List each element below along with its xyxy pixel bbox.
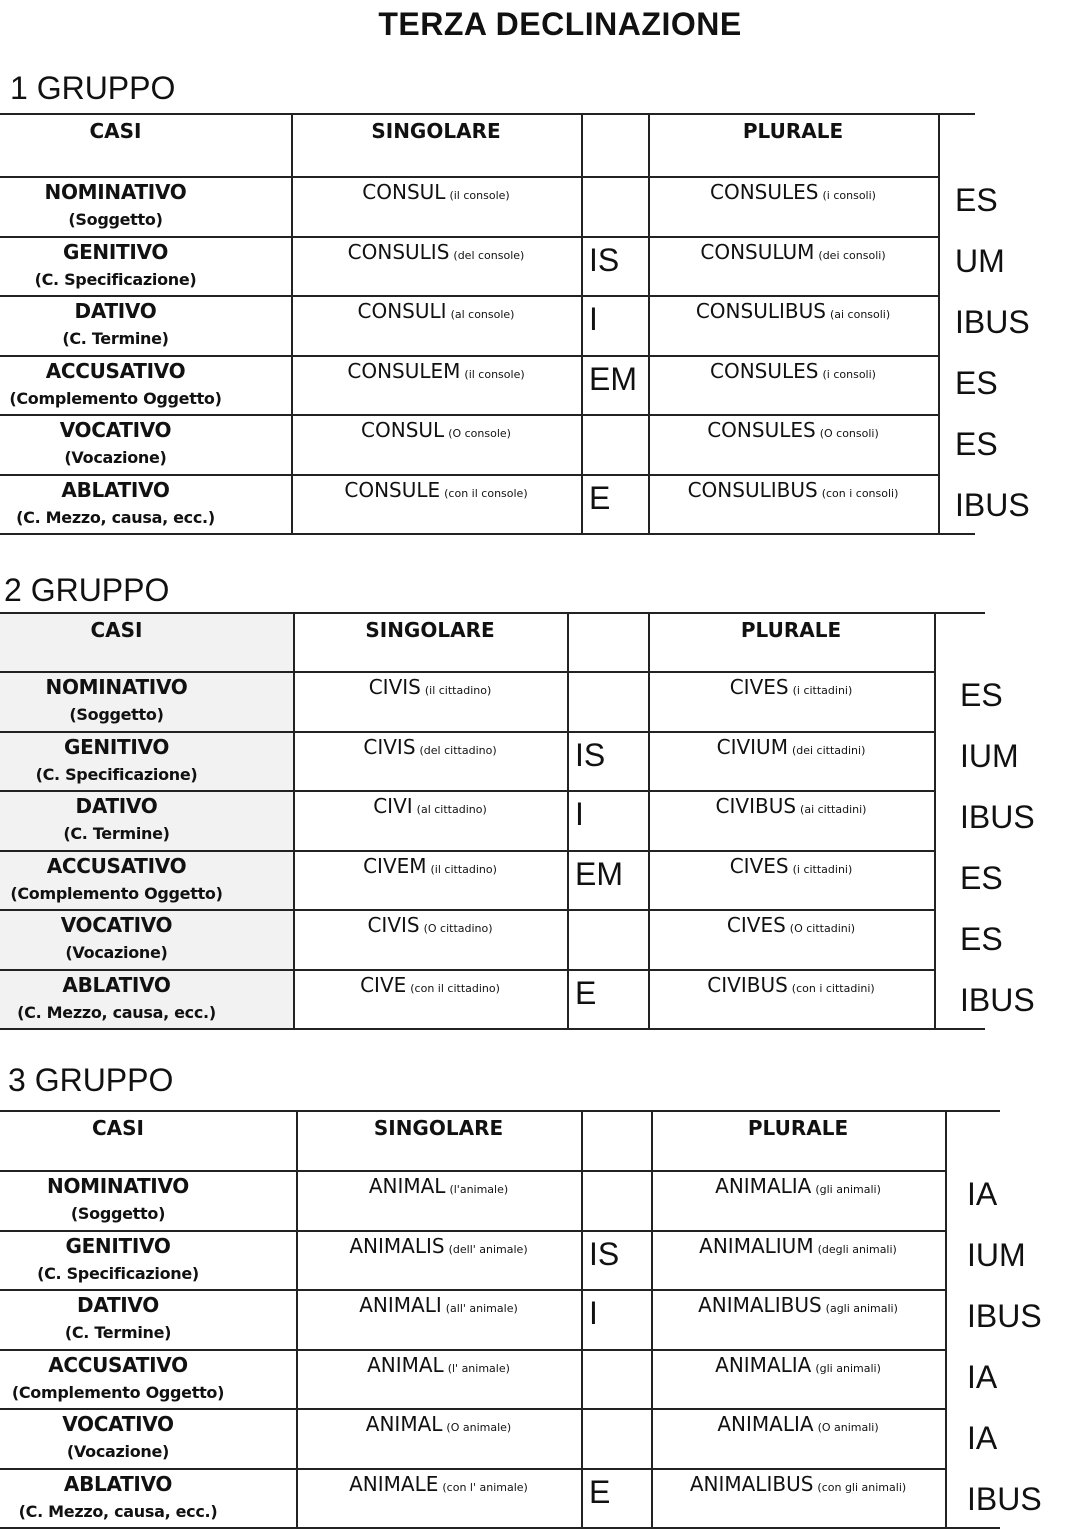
singular-word: CONSULEM (347, 358, 461, 383)
row-border (0, 295, 938, 297)
header-singular: SINGOLARE (373, 1116, 504, 1140)
plural-word: CIVIBUS (707, 972, 788, 997)
plural-form (648, 418, 938, 442)
singular-translation: (O console) (448, 427, 511, 440)
case-description: (C. Termine) (64, 1323, 172, 1342)
singular-word: CIVE (360, 972, 407, 997)
header-singular: SINGOLARE (365, 618, 495, 642)
singular-form (291, 240, 581, 264)
row-border (0, 533, 975, 535)
case-description: (C. Specificazione) (35, 764, 198, 784)
plural-translation: (O cittadini) (789, 922, 856, 935)
plural-ending: IBUS (955, 304, 1030, 340)
case-description: (Complemento Oggetto) (9, 388, 222, 408)
plural-ending: IBUS (967, 1298, 1042, 1334)
plural-translation: (gli animali) (815, 1361, 881, 1375)
plural-translation: (i consoli) (822, 367, 876, 381)
singular-form (293, 675, 567, 699)
plural-ending: ES (960, 860, 1003, 896)
singular-word: ANIMAL (367, 1352, 444, 1377)
singular-translation: (all' animale) (445, 1302, 518, 1315)
singular-form (293, 794, 567, 818)
case-description: (Vocazione) (65, 943, 168, 962)
singular-ending: I (589, 1295, 598, 1331)
plural-translation: (con i cittadini) (791, 981, 875, 995)
case-name: DATIVO (74, 299, 157, 323)
case-name: ACCUSATIVO (45, 358, 186, 383)
singular-word: CIVEM (363, 853, 427, 878)
case-name: ABLATIVO (61, 477, 170, 502)
case-cell (0, 418, 231, 467)
singular-translation: (con l' animale) (442, 1480, 528, 1494)
header-bottom-border (0, 176, 938, 178)
plural-word: CONSULES (707, 418, 816, 442)
group-title: 2 GRUPPO (4, 572, 170, 608)
plural-word: CONSULES (710, 180, 819, 204)
row-border (0, 414, 938, 416)
plural-translation: (con gli animali) (817, 1480, 907, 1494)
singular-word: ANIMALI (359, 1293, 442, 1317)
singular-translation: (O animale) (446, 1421, 512, 1434)
case-description: (C. Specificazione) (34, 269, 197, 289)
plural-ending: IA (967, 1176, 998, 1212)
row-border (0, 1349, 945, 1351)
singular-word: CONSUL (362, 180, 446, 204)
plural-word: CONSULIBUS (695, 299, 826, 323)
plural-ending: IBUS (960, 799, 1035, 835)
header-bottom-border (0, 671, 934, 673)
case-cell (0, 1293, 236, 1342)
plural-word: ANIMALIBUS (689, 1471, 814, 1496)
plural-form (651, 1412, 945, 1436)
case-name: NOMINATIVO (45, 675, 188, 699)
plural-translation: (ai cittadini) (800, 803, 867, 816)
singular-form (296, 1234, 581, 1258)
plural-ending: IBUS (967, 1481, 1042, 1517)
row-border (0, 236, 938, 238)
header-plural: PLURALE (747, 1116, 849, 1140)
singular-word: CIVI (373, 794, 413, 818)
plural-form (648, 359, 938, 383)
case-cell (0, 854, 233, 903)
case-cell (0, 478, 231, 527)
singular-form (291, 299, 581, 323)
case-name: ACCUSATIVO (48, 1352, 188, 1377)
plural-word: CIVIBUS (715, 794, 797, 818)
plural-ending: IBUS (955, 487, 1030, 523)
case-name: ABLATIVO (63, 1471, 173, 1496)
plural-translation: (i cittadini) (792, 684, 853, 697)
plural-form (651, 1353, 945, 1377)
column-divider (648, 113, 650, 533)
plural-translation: (i consoli) (822, 189, 876, 202)
plural-form (648, 478, 938, 502)
case-cell (0, 913, 233, 962)
singular-form (293, 854, 567, 878)
case-description: (C. Mezzo, causa, ecc.) (17, 1002, 216, 1022)
plural-ending: ES (960, 677, 1003, 713)
plural-ending: IA (967, 1359, 998, 1395)
singular-translation: (O cittadino) (423, 922, 493, 935)
singular-ending: E (589, 479, 611, 516)
case-description: (Vocazione) (64, 448, 167, 467)
case-name: GENITIVO (65, 1233, 171, 1258)
singular-translation: (il cittadino) (424, 684, 492, 697)
plural-ending: IA (967, 1420, 998, 1456)
singular-translation: (al cittadino) (416, 803, 487, 816)
column-divider (651, 1110, 653, 1527)
plural-ending: IUM (960, 738, 1019, 774)
plural-ending: ES (955, 182, 998, 218)
group-title: 3 GRUPPO (8, 1062, 174, 1098)
case-name: DATIVO (75, 794, 158, 818)
column-divider (934, 612, 936, 1028)
table-top-border (0, 113, 975, 115)
header-plural: PLURALE (742, 119, 844, 143)
singular-form (291, 180, 581, 204)
plural-ending: ES (955, 426, 998, 462)
case-name: DATIVO (77, 1293, 159, 1317)
singular-word: CONSULIS (347, 239, 450, 264)
singular-ending: IS (589, 1235, 620, 1272)
plural-word: CONSULIBUS (687, 477, 818, 502)
singular-ending: IS (589, 241, 620, 278)
singular-translation: (del cittadino) (419, 743, 497, 757)
singular-form (296, 1472, 581, 1496)
plural-ending: ES (955, 365, 998, 401)
plural-form (648, 180, 938, 204)
case-cell (0, 1412, 236, 1461)
row-border (0, 790, 934, 792)
singular-word: ANIMALIS (349, 1233, 445, 1258)
plural-form (648, 675, 934, 699)
case-name: ACCUSATIVO (46, 853, 187, 878)
row-border (0, 909, 934, 911)
plural-form (648, 973, 934, 997)
case-cell (0, 1234, 236, 1283)
singular-word: CIVIS (367, 913, 420, 937)
singular-word: CIVIS (368, 675, 421, 699)
column-divider (581, 1110, 583, 1527)
plural-form (651, 1174, 945, 1198)
singular-translation: (del console) (453, 248, 525, 262)
singular-form (291, 418, 581, 442)
header-cases: CASI (89, 119, 142, 143)
case-name: VOCATIVO (62, 1412, 174, 1436)
row-border (0, 850, 934, 852)
plural-translation: (degli animali) (817, 1242, 897, 1256)
plural-translation: (con i consoli) (821, 486, 899, 500)
table-top-border (0, 1110, 1000, 1112)
case-name: GENITIVO (62, 239, 169, 264)
plural-ending: ES (960, 921, 1003, 957)
row-border (0, 1408, 945, 1410)
singular-ending: EM (575, 855, 623, 892)
singular-word: CONSULI (357, 299, 447, 323)
singular-form (296, 1174, 581, 1198)
case-description: (C. Mezzo, causa, ecc.) (18, 1501, 218, 1521)
plural-form (651, 1234, 945, 1258)
row-border (0, 355, 938, 357)
plural-word: ANIMALIBUS (698, 1293, 822, 1317)
singular-form (291, 478, 581, 502)
case-description: (C. Termine) (63, 824, 170, 843)
header-plural: PLURALE (740, 618, 842, 642)
case-cell (0, 794, 233, 843)
row-border (0, 1028, 985, 1030)
case-name: ABLATIVO (62, 972, 171, 997)
case-description: (Soggetto) (69, 705, 164, 724)
plural-form (648, 299, 938, 323)
singular-form (293, 735, 567, 759)
singular-translation: (il console) (449, 189, 510, 202)
singular-word: CIVIS (363, 734, 416, 759)
row-border (0, 474, 938, 476)
case-name: NOMINATIVO (47, 1174, 189, 1198)
case-description: (Complemento Oggetto) (11, 1382, 225, 1402)
plural-word: ANIMALIA (715, 1352, 812, 1377)
column-divider (567, 612, 569, 1028)
row-border (0, 969, 934, 971)
table-top-border (0, 612, 985, 614)
case-cell (0, 675, 233, 724)
case-description: (Vocazione) (66, 1442, 170, 1461)
plural-word: ANIMALIUM (699, 1233, 814, 1258)
plural-word: CIVIUM (716, 734, 788, 759)
singular-ending: IS (575, 736, 606, 773)
column-divider (291, 113, 293, 533)
row-border (0, 1289, 945, 1291)
case-name: VOCATIVO (59, 418, 172, 442)
plural-translation: (gli animali) (815, 1183, 881, 1196)
header-cases: CASI (91, 1116, 144, 1140)
header-bottom-border (0, 1170, 945, 1172)
case-description: (Complemento Oggetto) (10, 883, 223, 903)
case-cell (0, 1174, 236, 1223)
singular-word: ANIMAL (368, 1174, 446, 1198)
plural-translation: (dei consoli) (818, 248, 886, 262)
plural-form (648, 735, 934, 759)
singular-translation: (il console) (464, 367, 525, 381)
singular-translation: (con il console) (444, 486, 528, 500)
case-cell (0, 359, 231, 408)
case-name: VOCATIVO (60, 913, 173, 937)
column-divider (945, 1110, 947, 1527)
plural-word: ANIMALIA (715, 1174, 812, 1198)
header-cases: CASI (90, 618, 143, 642)
case-cell (0, 299, 231, 348)
case-description: (C. Termine) (62, 329, 169, 348)
case-cell (0, 735, 233, 784)
plural-word: CIVES (729, 853, 789, 878)
case-name: GENITIVO (63, 734, 170, 759)
singular-translation: (con il cittadino) (410, 981, 500, 995)
singular-form (293, 973, 567, 997)
plural-ending: IUM (967, 1237, 1026, 1273)
plural-ending: UM (955, 243, 1005, 279)
singular-translation: (al console) (450, 308, 515, 321)
singular-ending: E (589, 1473, 611, 1510)
singular-ending: I (575, 796, 584, 832)
singular-word: CONSULE (344, 477, 441, 502)
plural-word: CIVES (726, 913, 786, 937)
plural-word: CONSULES (710, 358, 819, 383)
singular-ending: I (589, 301, 598, 337)
singular-translation: (l' animale) (447, 1361, 510, 1375)
singular-ending: E (575, 974, 597, 1011)
row-border (0, 731, 934, 733)
case-cell (0, 240, 231, 289)
header-singular: SINGOLARE (371, 119, 501, 143)
column-divider (581, 113, 583, 533)
column-divider (938, 113, 940, 533)
case-cell (0, 1353, 236, 1402)
singular-form (291, 359, 581, 383)
plural-word: CONSULUM (700, 239, 815, 264)
plural-translation: (i cittadini) (792, 862, 853, 876)
singular-form (296, 1412, 581, 1436)
plural-translation: (ai consoli) (829, 308, 891, 321)
singular-ending: EM (589, 360, 637, 397)
row-border (0, 1468, 945, 1470)
plural-ending: IBUS (960, 982, 1035, 1018)
singular-word: CONSUL (361, 418, 445, 442)
singular-form (296, 1353, 581, 1377)
plural-translation: (O animali) (817, 1421, 879, 1434)
case-description: (C. Specificazione) (37, 1263, 199, 1283)
case-cell (0, 973, 233, 1022)
group-title: 1 GRUPPO (10, 70, 176, 106)
case-name: NOMINATIVO (44, 180, 187, 204)
page-title: TERZA DECLINAZIONE (378, 6, 742, 42)
row-border (0, 1230, 945, 1232)
plural-word: CIVES (729, 675, 789, 699)
plural-form (648, 794, 934, 818)
plural-form (648, 240, 938, 264)
column-divider (296, 1110, 298, 1527)
singular-word: ANIMALE (349, 1471, 439, 1496)
singular-form (293, 913, 567, 937)
plural-form (651, 1472, 945, 1496)
plural-translation: (O consoli) (819, 427, 879, 440)
plural-form (648, 913, 934, 937)
singular-translation: (l'animale) (449, 1183, 509, 1196)
singular-translation: (il cittadino) (430, 862, 497, 876)
plural-form (648, 854, 934, 878)
plural-translation: (dei cittadini) (791, 743, 866, 757)
singular-word: ANIMAL (365, 1412, 443, 1436)
case-cell (0, 1472, 236, 1521)
case-description: (C. Mezzo, causa, ecc.) (16, 507, 215, 527)
singular-form (296, 1293, 581, 1317)
case-cell (0, 180, 231, 229)
plural-translation: (agli animali) (825, 1302, 898, 1315)
plural-word: ANIMALIA (717, 1412, 814, 1436)
case-description: (Soggetto) (68, 210, 163, 229)
plural-form (651, 1293, 945, 1317)
singular-translation: (dell' animale) (448, 1242, 528, 1256)
case-description: (Soggetto) (70, 1204, 166, 1223)
